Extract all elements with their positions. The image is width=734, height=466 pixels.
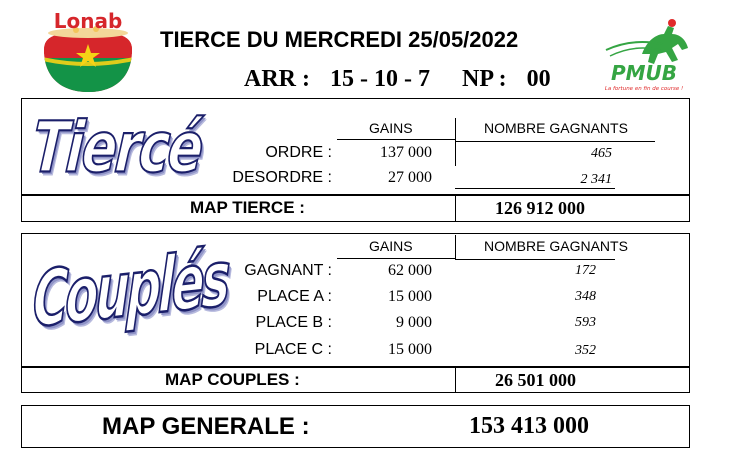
couples-col-gains: GAINS [369, 238, 413, 254]
map-tierce-value: 126 912 000 [495, 198, 585, 218]
couples-row-gains: 15 000 [388, 288, 432, 305]
tierce-wordart: Tiercé [29, 108, 205, 189]
map-couples-value: 26 501 000 [495, 370, 576, 390]
map-generale-label: MAP GENERALE : [102, 413, 310, 440]
map-tierce-label: MAP TIERCE : [190, 198, 305, 217]
np-label: NP : [461, 66, 507, 92]
lonab-wordmark: Lonab [53, 9, 123, 33]
couples-row-label: PLACE A : [257, 288, 332, 305]
couples-row-gains: 15 000 [388, 341, 432, 358]
couples-row-label: PLACE C : [254, 341, 332, 358]
arrival-line [244, 66, 551, 93]
tierce-col-gains: GAINS [369, 120, 413, 136]
map-couples-label: MAP COUPLES : [165, 370, 300, 389]
tierce-row-gains: 27 000 [388, 169, 432, 186]
couples-wordart: Couplés [32, 234, 229, 346]
lonab-logo [38, 8, 138, 108]
tierce-row-label: ORDRE : [265, 144, 332, 161]
couples-row-label: PLACE B : [255, 314, 332, 331]
couples-row-gagnants: 352 [575, 343, 596, 358]
tierce-row-gagnants: 2 341 [580, 172, 612, 187]
tierce-row-gagnants: 465 [591, 146, 612, 161]
tierce-col-gagnants: NOMBRE GAGNANTS [484, 120, 628, 136]
couples-row-label: GAGNANT : [244, 262, 332, 279]
page-title: TIERCE DU MERCREDI 25/05/2022 [160, 27, 519, 52]
pmub-logo [602, 14, 702, 94]
arr-value: 15 - 10 - 7 [330, 66, 430, 92]
couples-row-gains: 62 000 [388, 262, 432, 279]
couples-row-gagnants: 348 [575, 289, 596, 304]
pmub-wordmark: PMUB [610, 61, 678, 85]
couples-row-gagnants: 172 [575, 263, 596, 278]
map-generale-value: 153 413 000 [469, 413, 589, 439]
tierce-row-gains: 137 000 [380, 144, 432, 161]
np-value: 00 [526, 66, 551, 92]
horse-jockey-icon [642, 26, 688, 64]
couples-row-gagnants: 593 [575, 315, 596, 330]
pmub-slogan: La fortune en fin de course ! [604, 86, 684, 92]
couples-col-gagnants: NOMBRE GAGNANTS [484, 238, 628, 254]
arr-label: ARR : [244, 66, 310, 92]
tierce-row-label: DESORDRE : [232, 169, 332, 186]
couples-row-gains: 9 000 [396, 314, 432, 331]
